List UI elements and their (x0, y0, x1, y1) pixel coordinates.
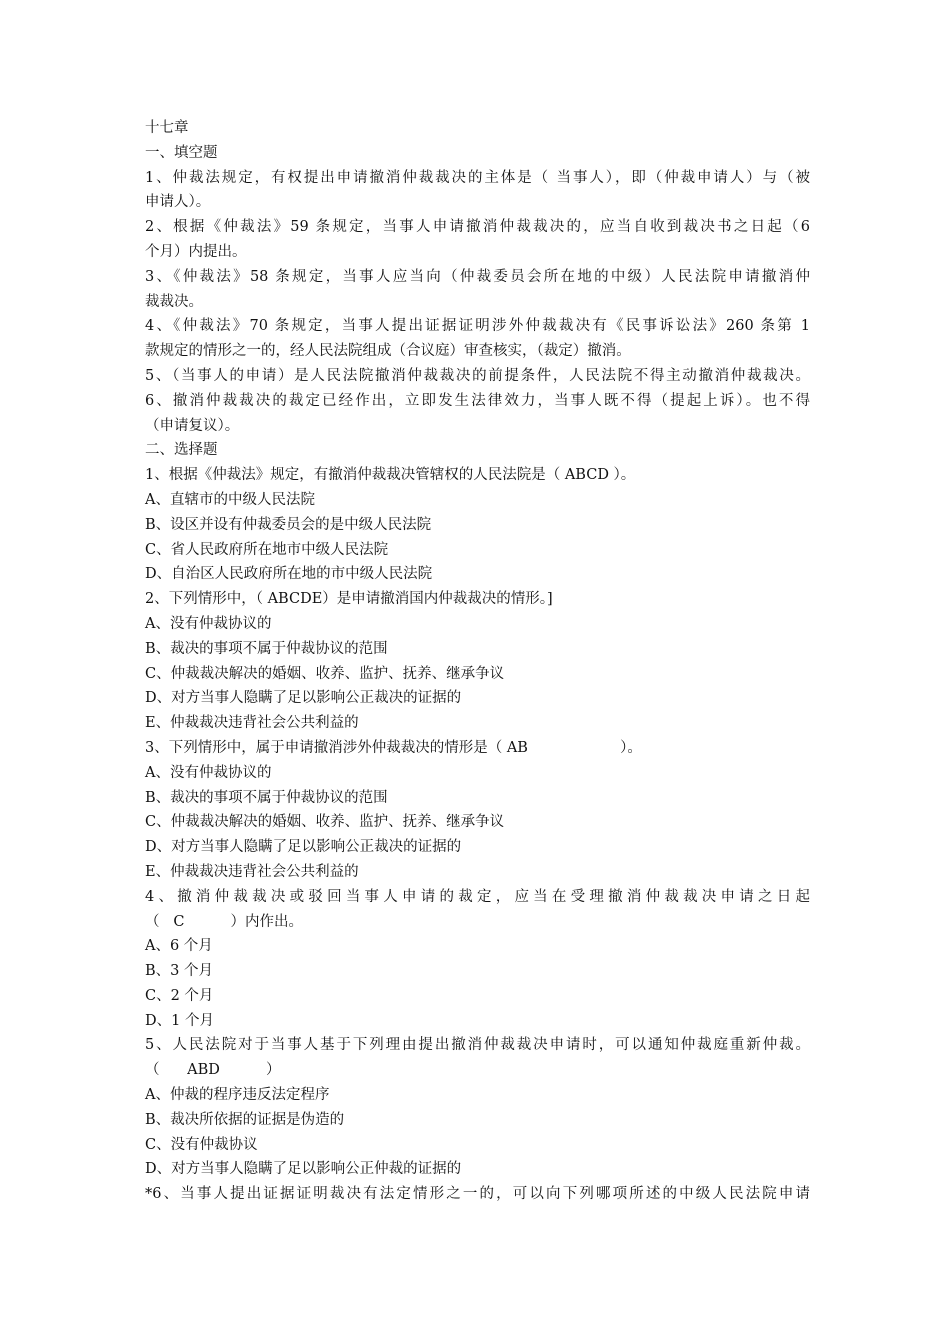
text-line: 3、《仲裁法》58 条规定，当事人应当向（仲裁委员会所在地的中级）人民法院申请撤消仲 (145, 268, 810, 285)
option-line: C、仲裁裁决解决的婚姻、收养、监护、抚养、继承争议 (145, 814, 505, 831)
question-line: （ C ）内作出。 (145, 913, 304, 930)
option-line: D、对方当事人隐瞒了足以影响公正仲裁的证据的 (145, 1161, 462, 1178)
option-line: A、6 个月 (145, 938, 213, 955)
option-line: D、1 个月 (145, 1012, 214, 1029)
question-line: （ ABD ） (145, 1062, 281, 1079)
option-line: C、2 个月 (145, 987, 214, 1004)
text-line: 5、（当事人的申请）是人民法院撤消仲裁裁决的前提条件，人民法院不得主动撤消仲裁裁决。 (145, 367, 810, 384)
text-line: （申请复议）。 (145, 417, 240, 434)
question-line: 4、撤消仲裁裁决或驳回当事人申请的裁定，应当在受理撤消仲裁裁决申请之日起 (145, 888, 810, 905)
text-line: 款规定的情形之一的，经人民法院组成（合议庭）审查核实，（裁定）撤消。 (145, 343, 631, 360)
text-line: 申请人）。 (145, 194, 211, 211)
option-line: D、自治区人民政府所在地的市中级人民法院 (145, 566, 433, 583)
option-line: C、仲裁裁决解决的婚姻、收养、监护、抚养、继承争议 (145, 665, 505, 682)
option-line: C、省人民政府所在地市中级人民法院 (145, 541, 389, 558)
section-heading-fill-in: 一、填空题 (145, 144, 218, 161)
text-line: 4、《仲裁法》70 条规定，当事人提出证据证明涉外仲裁裁决有《民事诉讼法》260 条第 1 (145, 318, 810, 335)
question-line: 5、人民法院对于当事人基于下列理由提出撤消仲裁裁决申请时，可以通知仲裁庭重新仲裁。 (145, 1037, 810, 1054)
option-line: B、设区并设有仲裁委员会的是中级人民法院 (145, 516, 432, 533)
text-line: 裁裁决。 (145, 293, 203, 310)
section-heading-choice: 二、选择题 (145, 442, 218, 459)
option-line: D、对方当事人隐瞒了足以影响公正裁决的证据的 (145, 690, 462, 707)
question-line: 2、下列情形中，（ ABCDE）是申请撤消国内仲裁裁决的情形。] (145, 591, 553, 608)
option-line: B、裁决的事项不属于仲裁协议的范围 (145, 789, 388, 806)
option-line: E、仲裁裁决违背社会公共利益的 (145, 863, 359, 880)
option-line: A、直辖市的中级人民法院 (145, 491, 315, 508)
option-line: B、裁决所依据的证据是伪造的 (145, 1111, 345, 1128)
chapter-title: 十七章 (145, 120, 189, 136)
option-line: E、仲裁裁决违背社会公共利益的 (145, 715, 359, 732)
option-line: D、对方当事人隐瞒了足以影响公正裁决的证据的 (145, 839, 462, 856)
option-line: A、仲裁的程序违反法定程序 (145, 1087, 330, 1104)
option-line: B、3 个月 (145, 963, 213, 980)
text-line: 1、仲裁法规定，有权提出申请撤消仲裁裁决的主体是（ 当事人），即（仲裁申请人）与（被 (145, 169, 810, 186)
option-line: B、裁决的事项不属于仲裁协议的范围 (145, 640, 388, 657)
option-line: A、没有仲裁协议的 (145, 764, 272, 781)
question-line: 3、下列情形中，属于申请撤消涉外仲裁裁决的情形是（ AB ）。 (145, 739, 642, 756)
question-line: *6、当事人提出证据证明裁决有法定情形之一的，可以向下列哪项所述的中级人民法院申请 (145, 1186, 810, 1203)
option-line: A、没有仲裁协议的 (145, 615, 272, 632)
text-line: 2、根据《仲裁法》59 条规定，当事人申请撤消仲裁裁决的，应当自收到裁决书之日起（6 (145, 219, 810, 236)
document-body (145, 116, 810, 1207)
option-line: C、没有仲裁协议 (145, 1136, 258, 1153)
text-line: 6、撤消仲裁裁决的裁定已经作出，立即发生法律效力，当事人既不得（提起上诉）。也不得 (145, 392, 810, 409)
question-line: 1、根据《仲裁法》规定，有撤消仲裁裁决管辖权的人民法院是（ ABCD ）。 (145, 467, 636, 484)
text-line: 个月）内提出。 (145, 243, 247, 260)
